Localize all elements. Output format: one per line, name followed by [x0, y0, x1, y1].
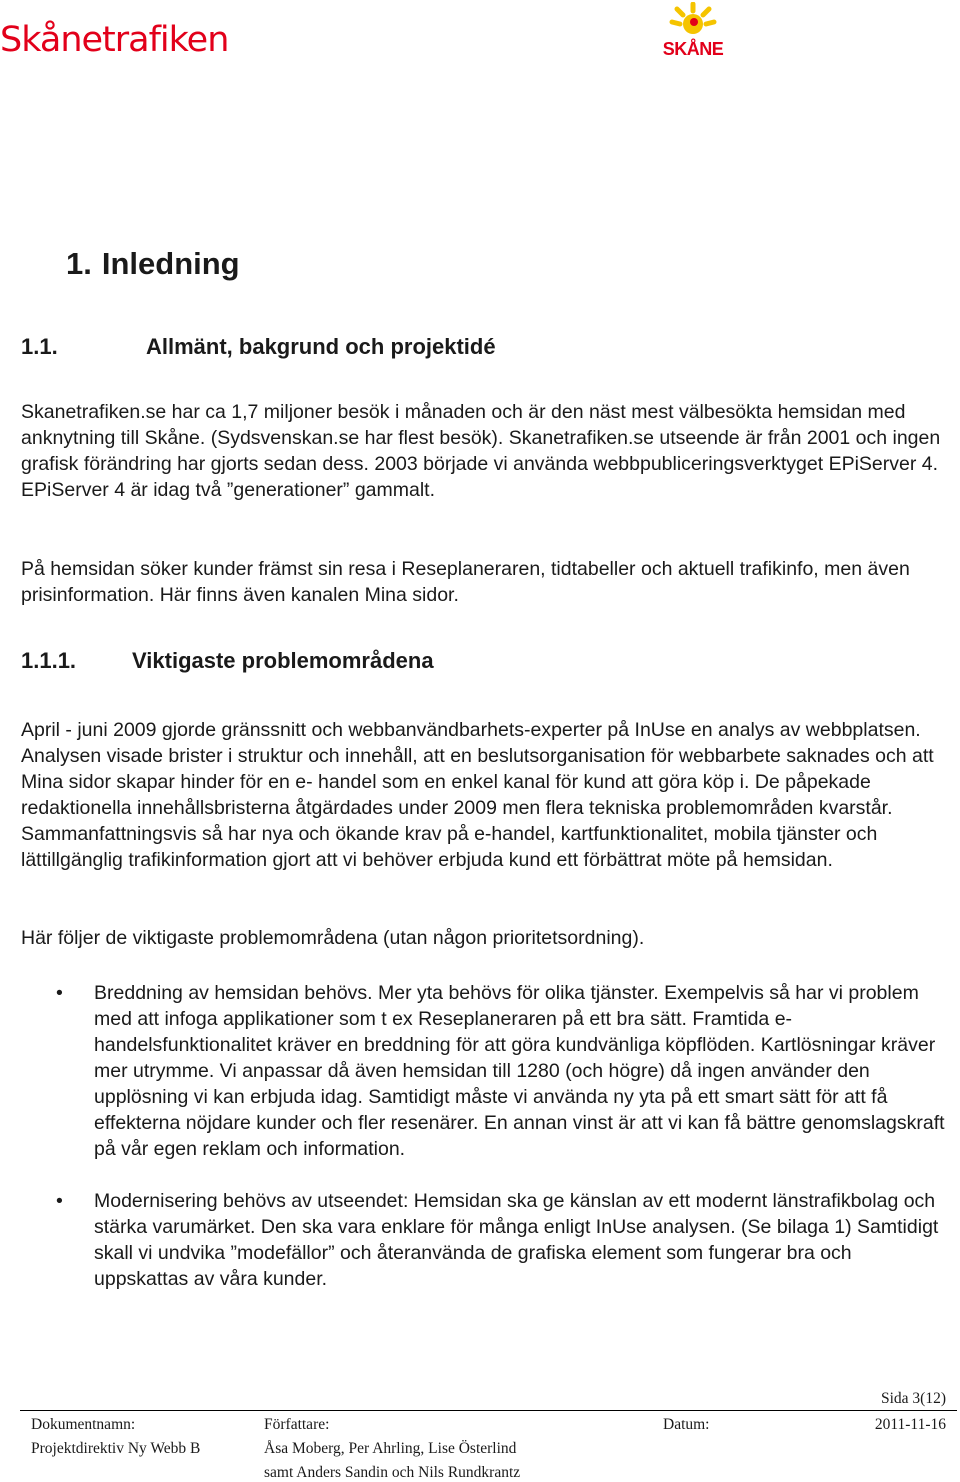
- skanetrafiken-logo: Skånetrafiken: [0, 20, 229, 60]
- footer-doc-value: Projektdirektiv Ny Webb B: [31, 1440, 201, 1457]
- heading-2: [21, 334, 496, 360]
- footer-date-value: 2011-11-16: [874, 1416, 946, 1433]
- heading-3: [21, 648, 434, 674]
- footer-doc-label: Dokumentnamn:: [31, 1416, 136, 1433]
- footer-date-label: Datum:: [663, 1416, 710, 1433]
- footer-divider: [20, 1410, 957, 1411]
- region-skane-logo: [658, 2, 728, 62]
- paragraph-analysis: April - juni 2009 gjorde gränssnitt och webbanvändbarhets-experter på InUse en analys av webbplatsen. Analysen visade brister i struktur och innehåll, att en beslutsorganisation för webbarbete saknades och att Mina sidor skapar hinder för en e- handel som en enkel kanal för kund att göra köp i. De påpekade redaktionella innehållsbristerna åtgärdades under 2009 men flera tekniska problemområden kvarstår. Sammanfattningsvis så har nya och ökande krav på e-handel, kartfunktionalitet, mobila tjänster och lättillgänglig trafikinformation gjort att vi behöver erbjuda kund ett förbättrat möte på hemsidan.: [21, 719, 934, 871]
- list-item-text: Breddning av hemsidan behövs. Mer yta behövs för olika tjänster. Exempelvis så har vi problem med att infoga applikationer som t ex Reseplaneraren på ett bra sätt. Framtida e-handelsfunktionalitet kräver en breddning för att göra kundvänliga köpflöden. Kartlösningar kräver mer utrymme. Vi anpassar då även hemsidan till 1280 (och högre) då ingen använder den upplösning vi kan erbjuda idag. Samtidigt måste vi använda ny yta på ett smart sätt för att få effekterna nöjdare kunder och fler resenärer. En annan vinst är att vi kan få bättre genomslagskraft på vår egen reklam och information.: [94, 982, 945, 1160]
- footer-author-label: Författare:: [264, 1416, 330, 1433]
- list-item-text: Modernisering behövs av utseendet: Hemsidan ska ge känslan av ett modernt länstrafikbolag och stärka varumärket. Den ska vara enklare för många enligt InUse analysen. (Se bilaga 1) Samtidigt skall vi undvika ”modefällor” och återanvända de grafiska element som fungerar bra och uppskattas av våra kunder.: [94, 1190, 939, 1290]
- region-skane-wordmark: SKÅNE: [662, 39, 724, 59]
- footer-author-line1: Åsa Moberg, Per Ahrling, Lise Österlind: [264, 1440, 517, 1457]
- sun-icon: [658, 2, 728, 42]
- paragraph-intro: Skanetrafiken.se har ca 1,7 miljoner besök i månaden och är den näst mest välbesökta hemsidan med anknytning till Skåne. (Sydsvenskan.se har flest besök). Skanetrafiken.se utseende är från 2001 och ingen grafisk förändring har gjorts sedan dess. 2003 började vi använda webbpubliceringsverktyget EPiServer 4. EPiServer 4 är idag två ”generationer” gammalt.: [21, 401, 941, 501]
- list-item: [0, 1188, 946, 1292]
- heading-1-title: Inledning: [101, 246, 240, 281]
- heading-3-title: Viktigaste problemområdena: [132, 648, 434, 673]
- list-item: [0, 980, 946, 1162]
- bullet-icon: •: [56, 982, 63, 1004]
- paragraph-usage: På hemsidan söker kunder främst sin resa i Reseplaneraren, tidtabeller och aktuell trafikinfo, men även prisinformation. Här finns även kanalen Mina sidor.: [21, 558, 910, 606]
- page-number: Sida 3(12): [880, 1390, 946, 1407]
- heading-2-number: 1.1.: [21, 334, 58, 359]
- footer-author-line2: samt Anders Sandin och Nils Rundkrantz: [264, 1464, 521, 1481]
- heading-1-number: 1.: [66, 246, 92, 281]
- heading-3-number: 1.1.1.: [21, 648, 77, 673]
- bullet-icon: •: [56, 1190, 63, 1212]
- heading-2-title: Allmänt, bakgrund och projektidé: [146, 334, 496, 359]
- problem-list: [0, 980, 960, 1292]
- paragraph-list-intro: Här följer de viktigaste problemområdena (utan någon prioritetsordning).: [21, 927, 645, 949]
- heading-1: [66, 246, 240, 282]
